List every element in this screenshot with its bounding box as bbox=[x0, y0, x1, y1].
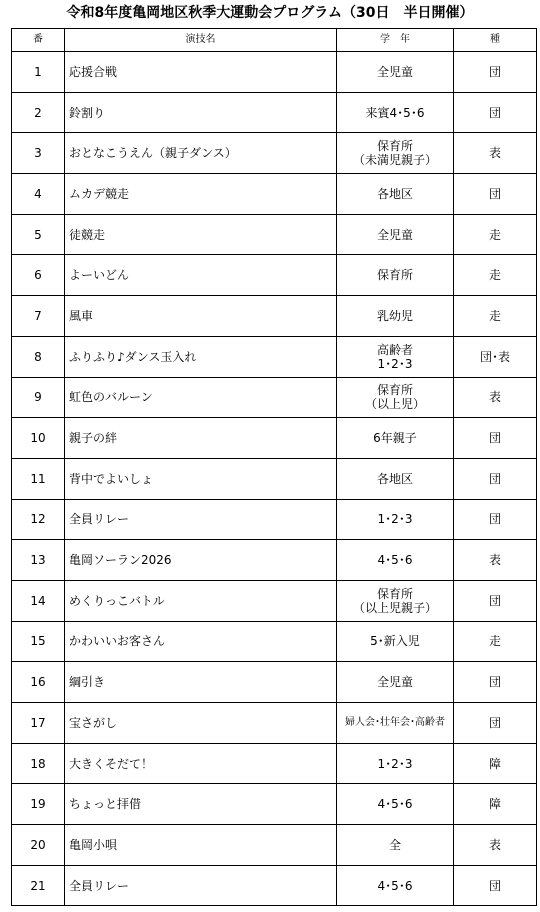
table-row bbox=[12, 865, 537, 906]
header-event-name: 演技名 bbox=[65, 29, 337, 52]
event-name: 親子の絆 bbox=[65, 418, 337, 459]
event-type: 表 bbox=[454, 133, 537, 174]
event-type: 走 bbox=[454, 621, 537, 662]
event-name: 風車 bbox=[65, 296, 337, 337]
grade-cell bbox=[337, 92, 454, 133]
event-name: 宝さがし bbox=[65, 703, 337, 744]
grade-text: （以上児） bbox=[364, 397, 425, 412]
event-name: かわいいお客さん bbox=[65, 621, 337, 662]
event-name: 綱引き bbox=[65, 662, 337, 703]
row-number: 19 bbox=[12, 784, 65, 825]
table-row bbox=[12, 418, 537, 459]
event-name: おとなこうえん（親子ダンス） bbox=[65, 133, 337, 174]
table-row bbox=[12, 825, 537, 866]
row-number: 18 bbox=[12, 743, 65, 784]
grade-text: 全児童 bbox=[376, 227, 413, 242]
grade-text: 全 bbox=[388, 837, 401, 852]
grade-cell bbox=[337, 214, 454, 255]
event-type: 団 bbox=[454, 52, 537, 93]
grade-cell bbox=[337, 296, 454, 337]
event-type: 表 bbox=[454, 825, 537, 866]
event-type: 走 bbox=[454, 296, 537, 337]
grade-text: 4･5･6 bbox=[377, 797, 413, 812]
grade-cell bbox=[337, 621, 454, 662]
event-name: めくりっこバトル bbox=[65, 580, 337, 621]
event-name: ふりふり♪ダンス玉入れ bbox=[65, 336, 337, 377]
grade-cell bbox=[337, 662, 454, 703]
grade-text: （未満児親子） bbox=[352, 153, 437, 168]
page-title: 令和8年度亀岡地区秋季大運動会プログラム（30日 半日開催） bbox=[66, 5, 474, 21]
event-name: 大きくそだて！ bbox=[65, 743, 337, 784]
grade-text: 1･2･3 bbox=[377, 356, 413, 371]
grade-text: 6年親子 bbox=[373, 431, 417, 446]
grade-text: 高齢者 bbox=[376, 342, 413, 357]
grade-text: 1･2･3 bbox=[377, 512, 413, 527]
table-row bbox=[12, 540, 537, 581]
row-number: 12 bbox=[12, 499, 65, 540]
event-type: 団 bbox=[454, 865, 537, 906]
event-type: 団･表 bbox=[454, 336, 537, 377]
event-type: 走 bbox=[454, 214, 537, 255]
table-row bbox=[12, 743, 537, 784]
row-number: 16 bbox=[12, 662, 65, 703]
event-type: 団 bbox=[454, 499, 537, 540]
grade-text: 婦人会･壮年会･高齢者 bbox=[345, 716, 445, 728]
grade-text: 乳幼児 bbox=[376, 308, 413, 323]
row-number: 11 bbox=[12, 458, 65, 499]
grade-text: 1･2･3 bbox=[377, 756, 413, 771]
row-number: 6 bbox=[12, 255, 65, 296]
table-row bbox=[12, 621, 537, 662]
grade-cell bbox=[337, 580, 454, 621]
grade-text: 保育所 bbox=[376, 586, 413, 601]
grade-text: 各地区 bbox=[376, 471, 413, 486]
event-name: 虹色のバルーン bbox=[65, 377, 337, 418]
grade-text: （以上児親子） bbox=[352, 600, 437, 615]
grade-cell bbox=[337, 784, 454, 825]
event-name: 応援合戦 bbox=[65, 52, 337, 93]
event-type: 団 bbox=[454, 580, 537, 621]
row-number: 10 bbox=[12, 418, 65, 459]
table-row bbox=[12, 255, 537, 296]
event-name: 全員リレー bbox=[65, 865, 337, 906]
event-type: 団 bbox=[454, 703, 537, 744]
grade-cell bbox=[337, 865, 454, 906]
event-type: 表 bbox=[454, 540, 537, 581]
grade-cell bbox=[337, 133, 454, 174]
grade-cell bbox=[337, 52, 454, 93]
row-number: 13 bbox=[12, 540, 65, 581]
table-row bbox=[12, 662, 537, 703]
header-type: 種 bbox=[454, 29, 537, 52]
event-type: 団 bbox=[454, 418, 537, 459]
grade-text: 保育所 bbox=[376, 139, 413, 154]
table-row bbox=[12, 52, 537, 93]
event-type: 障 bbox=[454, 784, 537, 825]
table-row bbox=[12, 580, 537, 621]
table-row bbox=[12, 499, 537, 540]
program-table bbox=[11, 28, 537, 906]
event-type: 団 bbox=[454, 92, 537, 133]
table-row bbox=[12, 92, 537, 133]
table-row bbox=[12, 458, 537, 499]
row-number: 1 bbox=[12, 52, 65, 93]
header-number: 番 bbox=[12, 29, 65, 52]
grade-text: 各地区 bbox=[376, 186, 413, 201]
row-number: 15 bbox=[12, 621, 65, 662]
grade-cell bbox=[337, 174, 454, 215]
event-type: 団 bbox=[454, 174, 537, 215]
grade-text: 5･新入児 bbox=[370, 634, 420, 649]
event-name: 全員リレー bbox=[65, 499, 337, 540]
table-row bbox=[12, 784, 537, 825]
event-name: 背中でよいしょ bbox=[65, 458, 337, 499]
table-row bbox=[12, 377, 537, 418]
event-name: 亀岡ソーラン2026 bbox=[65, 540, 337, 581]
grade-cell bbox=[337, 703, 454, 744]
row-number: 3 bbox=[12, 133, 65, 174]
grade-cell bbox=[337, 336, 454, 377]
row-number: 7 bbox=[12, 296, 65, 337]
grade-text: 保育所 bbox=[376, 383, 413, 398]
grade-cell bbox=[337, 255, 454, 296]
event-type: 障 bbox=[454, 743, 537, 784]
grade-cell bbox=[337, 418, 454, 459]
table-row bbox=[12, 296, 537, 337]
grade-text: 全児童 bbox=[376, 675, 413, 690]
table-row bbox=[12, 133, 537, 174]
event-type: 表 bbox=[454, 377, 537, 418]
event-type: 走 bbox=[454, 255, 537, 296]
grade-text: 全児童 bbox=[376, 64, 413, 79]
row-number: 20 bbox=[12, 825, 65, 866]
table-row bbox=[12, 174, 537, 215]
event-type: 団 bbox=[454, 662, 537, 703]
event-name: 亀岡小唄 bbox=[65, 825, 337, 866]
table-header-row bbox=[12, 29, 537, 52]
header-grade: 学 年 bbox=[337, 29, 454, 52]
row-number: 8 bbox=[12, 336, 65, 377]
grade-cell bbox=[337, 540, 454, 581]
grade-cell bbox=[337, 743, 454, 784]
table-row bbox=[12, 214, 537, 255]
grade-text: 保育所 bbox=[376, 268, 413, 283]
row-number: 4 bbox=[12, 174, 65, 215]
event-name: 鈴割り bbox=[65, 92, 337, 133]
table-row bbox=[12, 336, 537, 377]
row-number: 5 bbox=[12, 214, 65, 255]
grade-text: 来賓4･5･6 bbox=[365, 105, 425, 120]
row-number: 17 bbox=[12, 703, 65, 744]
event-type: 団 bbox=[454, 458, 537, 499]
grade-text: 4･5･6 bbox=[377, 878, 413, 893]
row-number: 2 bbox=[12, 92, 65, 133]
event-name: ムカデ競走 bbox=[65, 174, 337, 215]
table-row bbox=[12, 703, 537, 744]
grade-cell bbox=[337, 458, 454, 499]
grade-cell bbox=[337, 499, 454, 540]
row-number: 21 bbox=[12, 865, 65, 906]
event-name: よーいどん bbox=[65, 255, 337, 296]
row-number: 9 bbox=[12, 377, 65, 418]
grade-text: 4･5･6 bbox=[377, 553, 413, 568]
grade-cell bbox=[337, 377, 454, 418]
row-number: 14 bbox=[12, 580, 65, 621]
event-name: ちょっと拝借 bbox=[65, 784, 337, 825]
event-name: 徒競走 bbox=[65, 214, 337, 255]
grade-cell bbox=[337, 825, 454, 866]
